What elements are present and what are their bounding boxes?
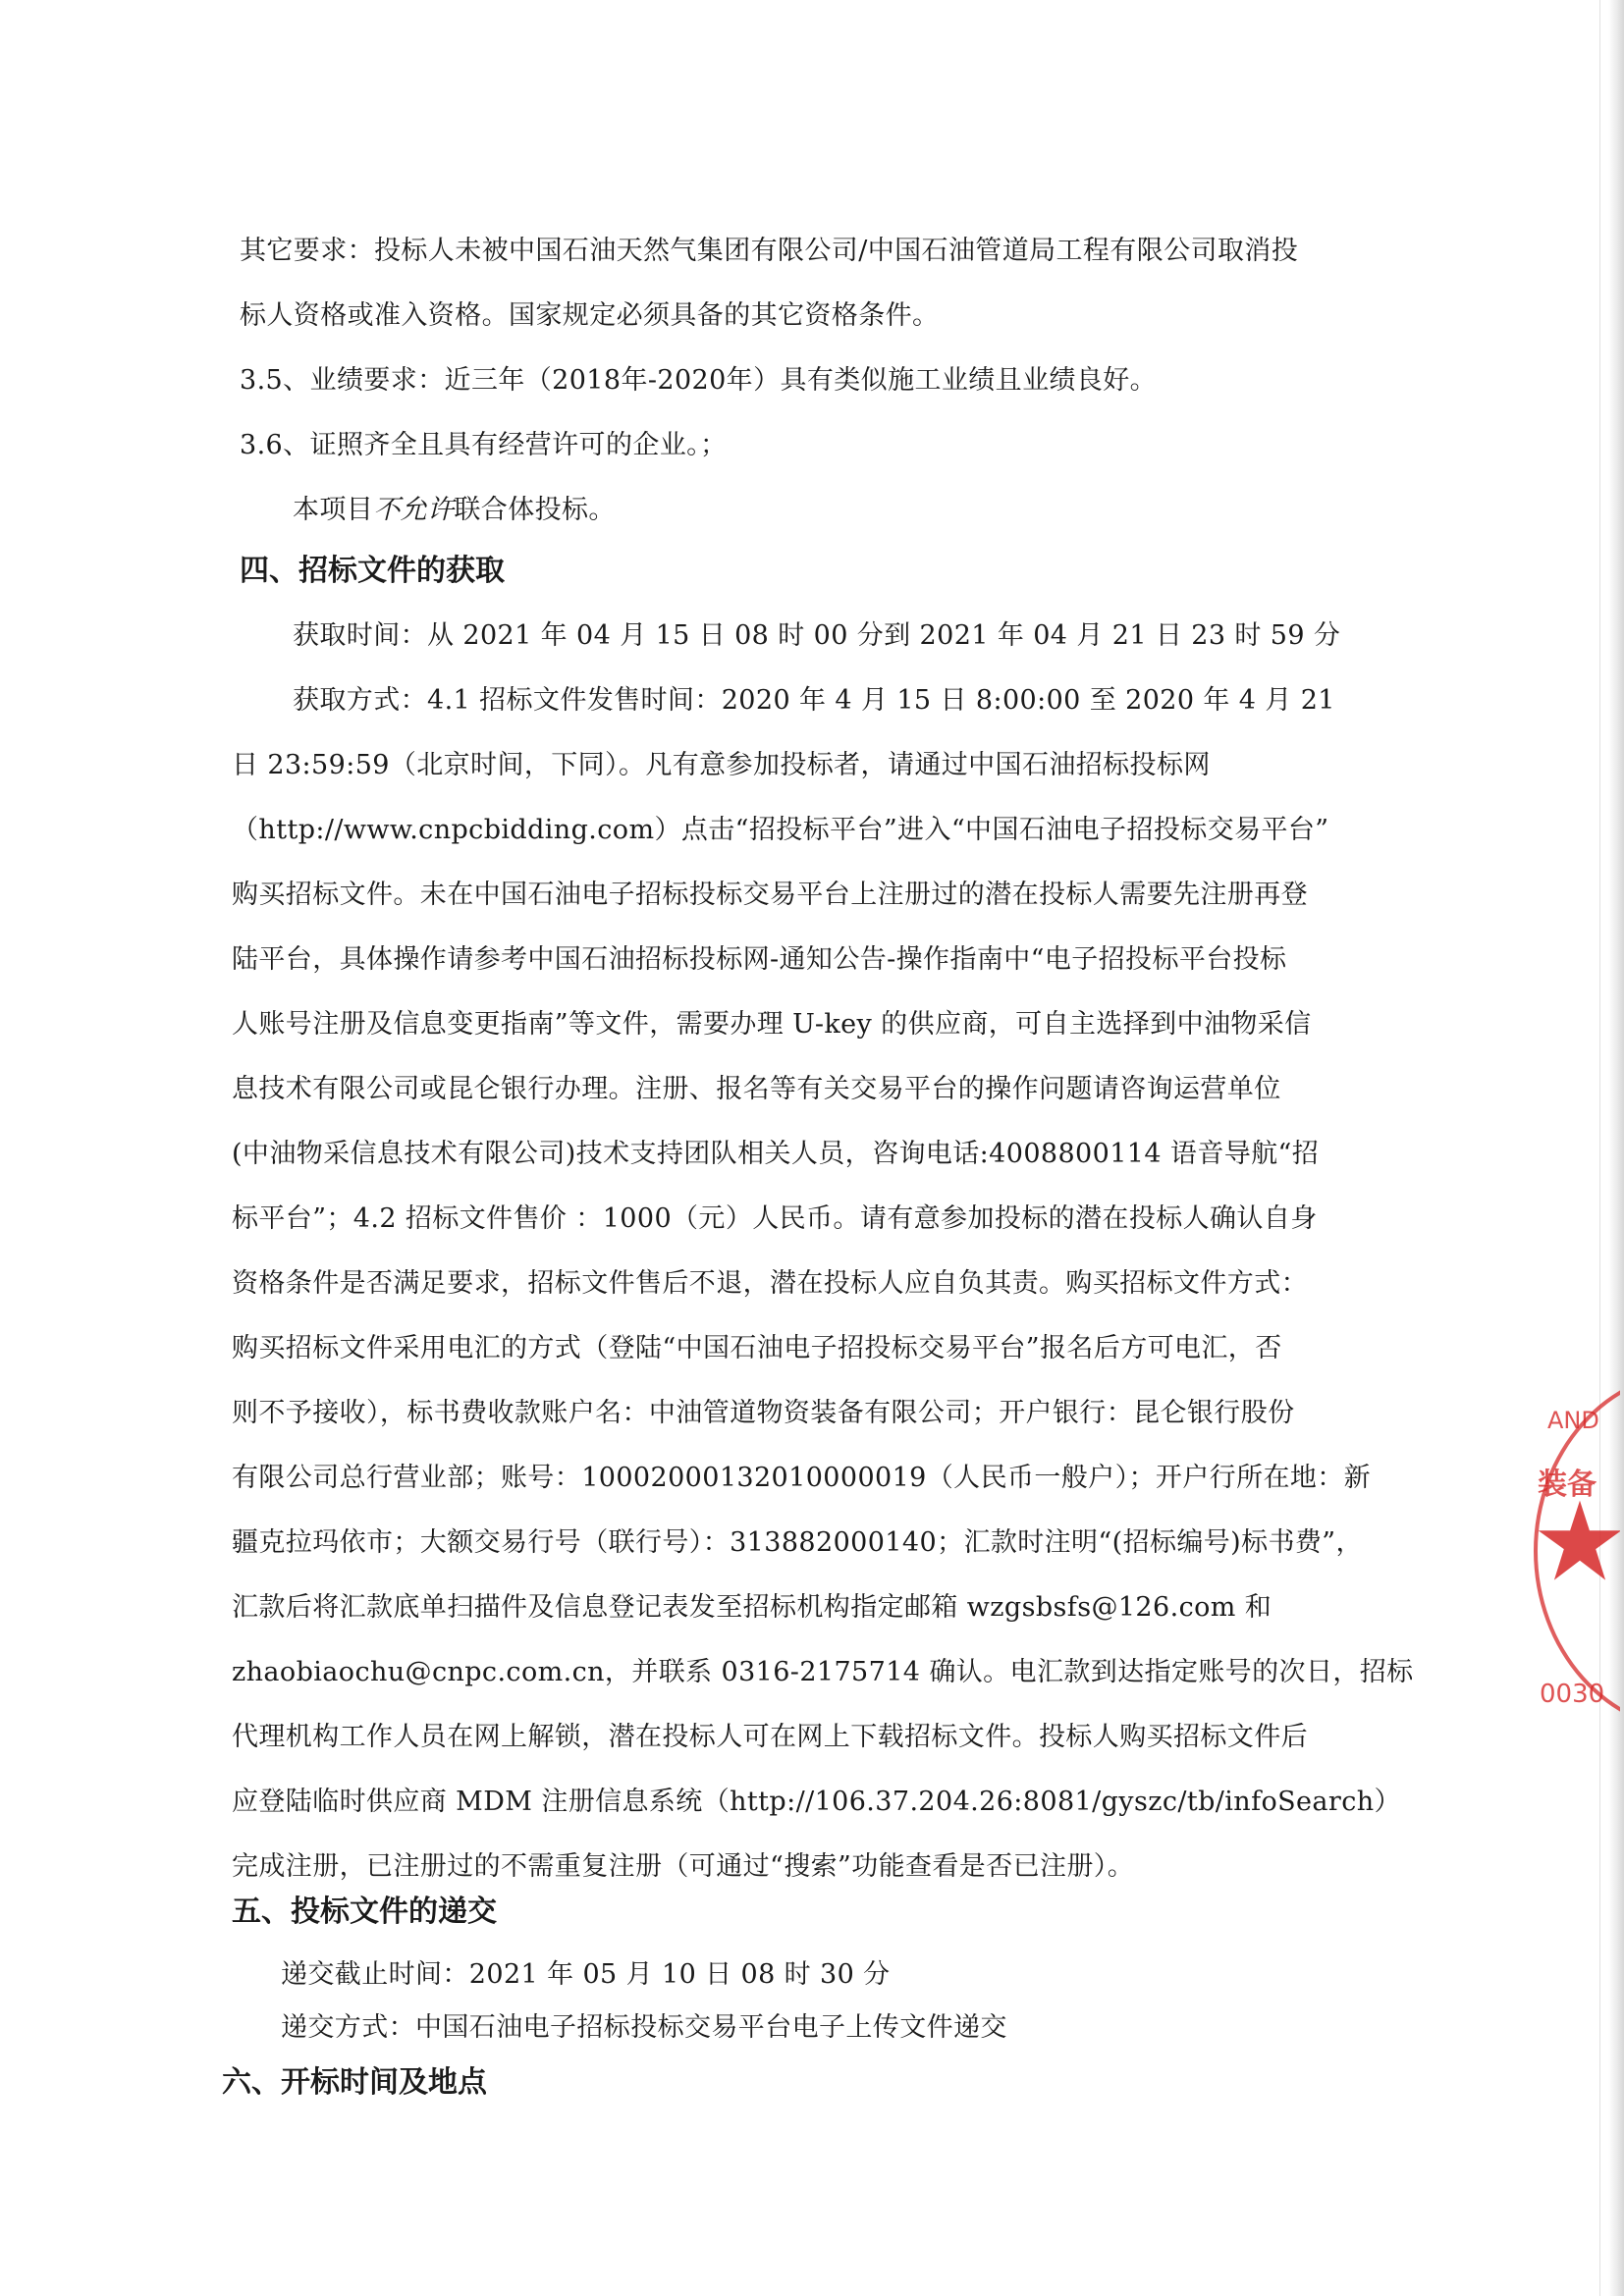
section-heading-6: 六、开标时间及地点 [222,2065,487,2100]
paragraph-line: 标平台”；4.2 招标文件售价 ：1000（元）人民币。请有意参加投标的潜在投标人确认自身 [232,1203,1318,1234]
paragraph-line: 完成注册，已注册过的不需重复注册（可通过“搜索”功能查看是否已注册）。 [232,1851,1135,1882]
paragraph-line: zhaobiaochu@cnpc.com.cn，并联系 0316-2175714 确认。电汇款到达指定账号的次日，招标 [232,1657,1414,1687]
paragraph-line: 递交方式：中国石油电子招标投标交易平台电子上传文件递交 [281,2012,1007,2043]
paragraph-line: 资格条件是否满足要求，招标文件售后不退，潜在投标人应自负其责。购买招标文件方式： [232,1268,1308,1299]
paragraph-line: 购买招标文件。未在中国石油电子招标投标交易平台上注册过的潜在投标人需要先注册再登 [232,880,1308,910]
paragraph-line: 3.5、业绩要求：近三年（2018年-2020年）具有类似施工业绩且业绩良好。 [240,365,1158,396]
paragraph-line: 3.6、证照齐全且具有经营许可的企业。； [240,430,728,460]
consortium-not-allowed: 不允许 [373,495,455,525]
seal-text-code: 0030 [1540,1680,1605,1709]
scan-shadow-line [1599,0,1600,2296]
paragraph-line: 陆平台，具体操作请参考中国石油招标投标网-通知公告-操作指南中“电子招投标平台投标 [232,944,1287,975]
paragraph-line: 代理机构工作人员在网上解锁，潜在投标人可在网上下载招标文件。投标人购买招标文件后 [232,1722,1308,1752]
paragraph-line: 汇款后将汇款底单扫描件及信息登记表发至招标机构指定邮箱 wzgsbsfs@126.com 和 [232,1592,1272,1623]
paragraph-line: 购买招标文件采用电汇的方式（登陆“中国石油电子招投标交易平台”报名后方可电汇，否 [232,1333,1282,1363]
paragraph-line: 人账号注册及信息变更指南”等文件，需要办理 U-key 的供应商，可自主选择到中油物采信 [232,1009,1312,1040]
paragraph-line: 有限公司总行营业部；账号：10002000132010000019（人民币一般户）；开户行所在地：新 [232,1463,1372,1493]
seal-text-top: AND [1547,1407,1599,1434]
paragraph-line: （http://www.cnpcbidding.com）点击“招投标平台”进入“中国石油电子招投标交易平台” [232,815,1329,845]
paragraph-line: 日 23:59:59（北京时间，下同）。凡有意参加投标者，请通过中国石油招标投标网 [232,750,1211,780]
paragraph-line: 获取时间：从 2021 年 04 月 15 日 08 时 00 分到 2021 年 04 月 21 日 23 时 59 分 [293,620,1341,651]
paragraph-line: 获取方式：4.1 招标文件发售时间：2020 年 4 月 15 日 8:00:00 至 2020 年 4 月 21 [293,685,1335,716]
paragraph-line: 则不予接收），标书费收款账户名：中油管道物资装备有限公司；开户银行：昆仑银行股份 [232,1398,1295,1428]
paragraph-line: 其它要求：投标人未被中国石油天然气集团有限公司/中国石油管道局工程有限公司取消投 [240,236,1299,266]
company-seal [1512,1369,1620,1733]
paragraph-line: 标人资格或准入资格。国家规定必须具备的其它资格条件。 [240,300,940,331]
paragraph-line [293,491,616,530]
section-heading-5: 五、投标文件的递交 [232,1895,497,1929]
paragraph-line: 息技术有限公司或昆仑银行办理。注册、报名等有关交易平台的操作问题请咨询运营单位 [232,1074,1281,1104]
paragraph-line: (中油物采信息技术有限公司)技术支持团队相关人员，咨询电话:4008800114 语音导航“招 [232,1139,1320,1169]
seal-star-icon [1536,1497,1620,1585]
seal-text-name: 装备 [1538,1468,1597,1502]
paragraph-line: 递交截止时间：2021 年 05 月 10 日 08 时 30 分 [281,1959,891,1990]
paragraph-line: 疆克拉玛依市；大额交易行号（联行号）：313882000140；汇款时注明“(招标编号)标书费”， [232,1527,1363,1558]
paragraph-line: 应登陆临时供应商 MDM 注册信息系统（http://106.37.204.26:8081/gyszc/tb/infoSearch） [232,1787,1401,1817]
section-heading-4: 四、招标文件的获取 [240,554,505,588]
consortium-suffix: 联合体投标。 [454,495,616,525]
scan-edge [1608,0,1624,2296]
consortium-prefix: 本项目 [293,495,374,525]
